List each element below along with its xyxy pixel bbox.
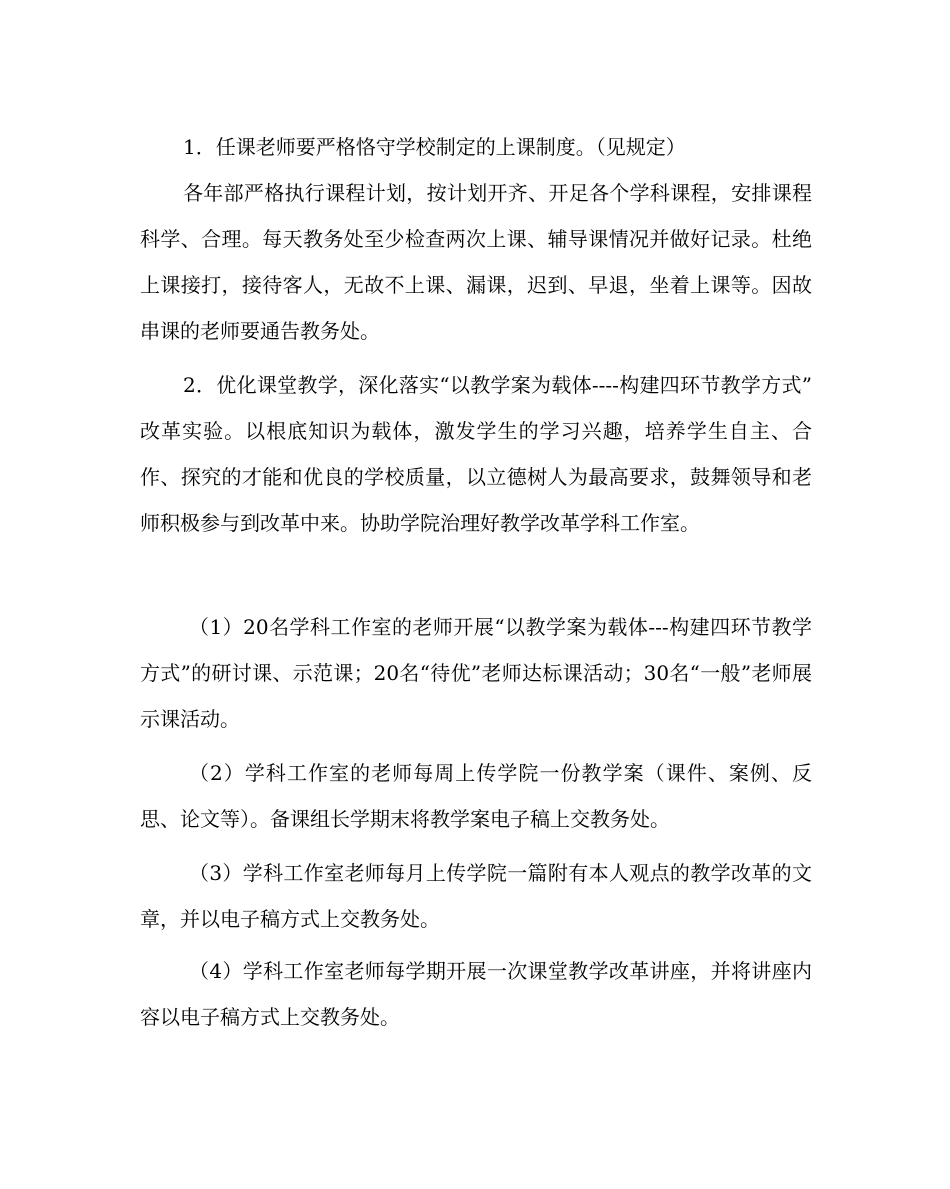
paragraph-item-2: 2．优化课堂教学，深化落实“以教学案为载体----构建四环节教学方式” 改革实验。以根底知识为载体，激发学生的学习兴趣，培养学生自主、合作、探究的才能和优良的学校质量，以立德树人为最高要求，鼓舞领导和老师积极参与到改革中来。协助学院治理好教学改革学科工作室。 (140, 373, 812, 535)
paragraph-item-1: 1．任课老师要严格恪守学校制定的上课制度。（见规定） (183, 135, 686, 159)
paragraph-subitem-1: （1）20名学科工作室的老师开展“以教学案为载体---构建四环节教学方式”的研讨课、示范课；20名“待优”老师达标课活动；30名“一般”老师展示课活动。 (140, 615, 812, 731)
paragraph-subitem-2: （2）学科工作室的老师每周上传学院一份教学案（课件、案例、反思、论文等）。备课组长学期末将教学案电子稿上交教务处。 (140, 761, 812, 831)
paragraph-subitem-4: （4）学科工作室老师每学期开展一次课堂教学改革讲座，并将讲座内容以电子稿方式上交教务处。 (140, 959, 812, 1029)
paragraph-subitem-3: （3）学科工作室老师每月上传学院一篇附有本人观点的教学改革的文章，并以电子稿方式上交教务处。 (140, 861, 812, 931)
paragraph-curriculum-plan: 各年部严格执行课程计划，按计划开齐、开足各个学科课程，安排课程科学、合理。每天教务处至少检查两次上课、辅导课情况并做好记录。杜绝上课接打，接待客人，无故不上课、漏课，迟到、早退，坐着上课等。因故串课的老师要通告教务处。 (140, 181, 812, 343)
